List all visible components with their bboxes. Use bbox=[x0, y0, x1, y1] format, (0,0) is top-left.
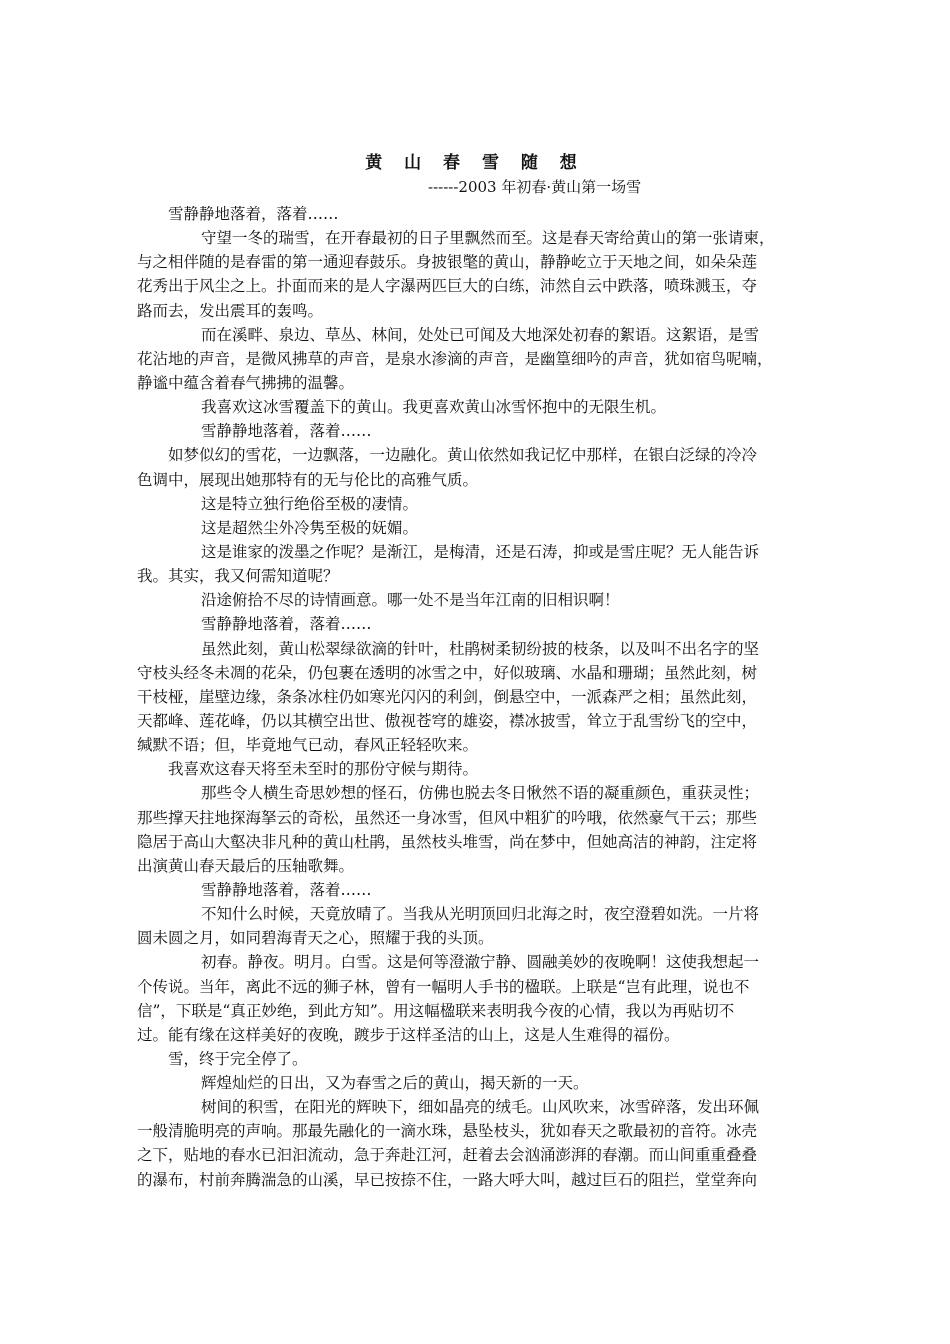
text-line: 初春。静夜。明月。白雪。这是何等澄澈宁静、圆融美妙的夜晚啊！这使我想起一 bbox=[201, 953, 760, 972]
text-line: 如梦似幻的雪花，一边飘落，一边融化。黄山依然如我记忆中那样，在银白泛绿的冷冷 bbox=[168, 446, 758, 465]
text-line: 花沾地的声音，是微风拂草的声音，是泉水渗滴的声音，是幽篁细吟的声音，犹如宿鸟呢喃， bbox=[137, 349, 773, 368]
text-line: 花秀出于风尘之上。扑面而来的是人字瀑两匹巨大的白练，沛然自云中跌落，喷珠溅玉，夺 bbox=[137, 277, 758, 296]
text-line: 雪静静地落着，落着…… bbox=[168, 205, 339, 223]
text-line: 静谧中蕴含着春气拂拂的温馨。 bbox=[137, 373, 355, 392]
text-line: 虽然此刻，黄山松翠绿欲滴的针叶，杜鹃树柔韧纷披的枝条，以及叫不出名字的坚 bbox=[201, 639, 760, 658]
text-line: 我喜欢这冰雪覆盖下的黄山。我更喜欢黄山冰雪怀抱中的无限生机。 bbox=[201, 398, 667, 417]
text-line: 我。其实，我又何需知道呢？ bbox=[137, 567, 339, 586]
essay-title: 黄 山 春 雪 随 想 bbox=[365, 153, 585, 173]
text-line: 缄默不语；但，毕竟地气已动，春风正轻轻吹来。 bbox=[137, 736, 479, 755]
text-line: 个传说。当年，离此不远的狮子林，曾有一幅明人手书的楹联。上联是“岂有此理，说也不 bbox=[137, 977, 750, 996]
essay-body bbox=[137, 202, 817, 1192]
text-line: 雪静静地落着，落着…… bbox=[201, 422, 372, 441]
text-line: 这是特立独行绝俗至极的凄情。 bbox=[201, 494, 419, 513]
text-line: 与之相伴随的是春雷的第一通迎春鼓乐。身披银氅的黄山，静静屹立于天地之间，如朵朵莲 bbox=[137, 253, 758, 272]
text-line: 守望一冬的瑞雪，在开春最初的日子里飘然而至。这是春天寄给黄山的第一张请柬， bbox=[201, 229, 775, 248]
text-line: 天都峰、莲花峰，仍以其横空出世、傲视苍穹的雄姿，襟冰披雪，耸立于乱雪纷飞的空中， bbox=[137, 711, 758, 730]
essay-subtitle: ------2003 年初春·黄山第一场雪 bbox=[428, 178, 642, 196]
text-line: 色调中，展现出她那特有的无与伦比的高雅气质。 bbox=[137, 470, 479, 489]
text-line: 之下，贴地的春水已汩汩流动，急于奔赴江河，赶着去会汹涌澎湃的春潮。而山间重重叠叠 bbox=[137, 1146, 758, 1165]
text-line: 过。能有缘在这样美好的夜晚，踱步于这样圣洁的山上，这是人生难得的福份。 bbox=[137, 1025, 680, 1044]
text-line: 树间的积雪，在阳光的辉映下，细如晶亮的绒毛。山风吹来，冰雪碎落，发出环佩 bbox=[201, 1098, 760, 1117]
text-line: 隐居于高山大壑决非凡种的黄山杜鹃，虽然枝头堆雪，尚在梦中，但她高洁的神韵，注定将 bbox=[137, 832, 758, 851]
text-line: 那些撑天拄地探海拏云的奇松，虽然还一身冰雪，但风中粗犷的吟哦，依然豪气干云；那些 bbox=[137, 808, 758, 827]
text-line: 的瀑布，村前奔腾湍急的山溪，早已按捺不住，一路大呼大叫，越过巨石的阻拦，堂堂奔向 bbox=[137, 1170, 758, 1189]
text-line: 圆未圆之月，如同碧海青天之心，照耀于我的头顶。 bbox=[137, 929, 494, 948]
text-line: 路而去，发出震耳的轰鸣。 bbox=[137, 301, 324, 320]
text-line: 雪静静地落着，落着…… bbox=[201, 880, 372, 899]
text-line: 出演黄山春天最后的压轴歌舞。 bbox=[137, 856, 355, 875]
text-line: 辉煌灿烂的日出，又为春雪之后的黄山，揭天新的一天。 bbox=[201, 1074, 589, 1093]
text-line: 沿途俯拾不尽的诗情画意。哪一处不是当年江南的旧相识啊！ bbox=[201, 591, 620, 610]
text-line: 我喜欢这春天将至未至时的那份守候与期待。 bbox=[168, 760, 479, 779]
text-line: 这是谁家的泼墨之作呢？是渐江，是梅清，还是石涛，抑或是雪庄呢？无人能告诉 bbox=[201, 542, 760, 561]
text-line: 雪，终于完全停了。 bbox=[168, 1049, 308, 1068]
text-line: 不知什么时候，天竟放晴了。当我从光明顶回归北海之时，夜空澄碧如洗。一片将 bbox=[201, 905, 760, 924]
text-line: 那些令人横生奇思妙想的怪石，仿佛也脱去冬日愀然不语的凝重颜色，重获灵性； bbox=[201, 784, 760, 803]
text-line: 信”，下联是“真正妙绝，到此方知”。用这幅楹联来表明我今夜的心情，我以为再贴切不 bbox=[137, 1001, 735, 1020]
text-line: 干枝桠，崖壁边缘，条条冰柱仍如寒光闪闪的利剑，倒悬空中，一派森严之相；虽然此刻， bbox=[137, 687, 758, 706]
text-line: 这是超然尘外冷隽至极的妩媚。 bbox=[201, 518, 419, 537]
text-line: 雪静静地落着，落着…… bbox=[201, 615, 372, 634]
text-line: 而在溪畔、泉边、草丛、林间，处处已可闻及大地深处初春的絮语。这絮语，是雪 bbox=[201, 325, 760, 344]
text-line: 守枝头经冬未凋的花朵，仍包裹在透明的冰雪之中，好似玻璃、水晶和珊瑚；虽然此刻，树 bbox=[137, 663, 758, 682]
text-line: 一般清脆明亮的声响。那最先融化的一滴水珠，悬坠枝头，犹如春天之歌最初的音符。冰壳 bbox=[137, 1122, 758, 1141]
